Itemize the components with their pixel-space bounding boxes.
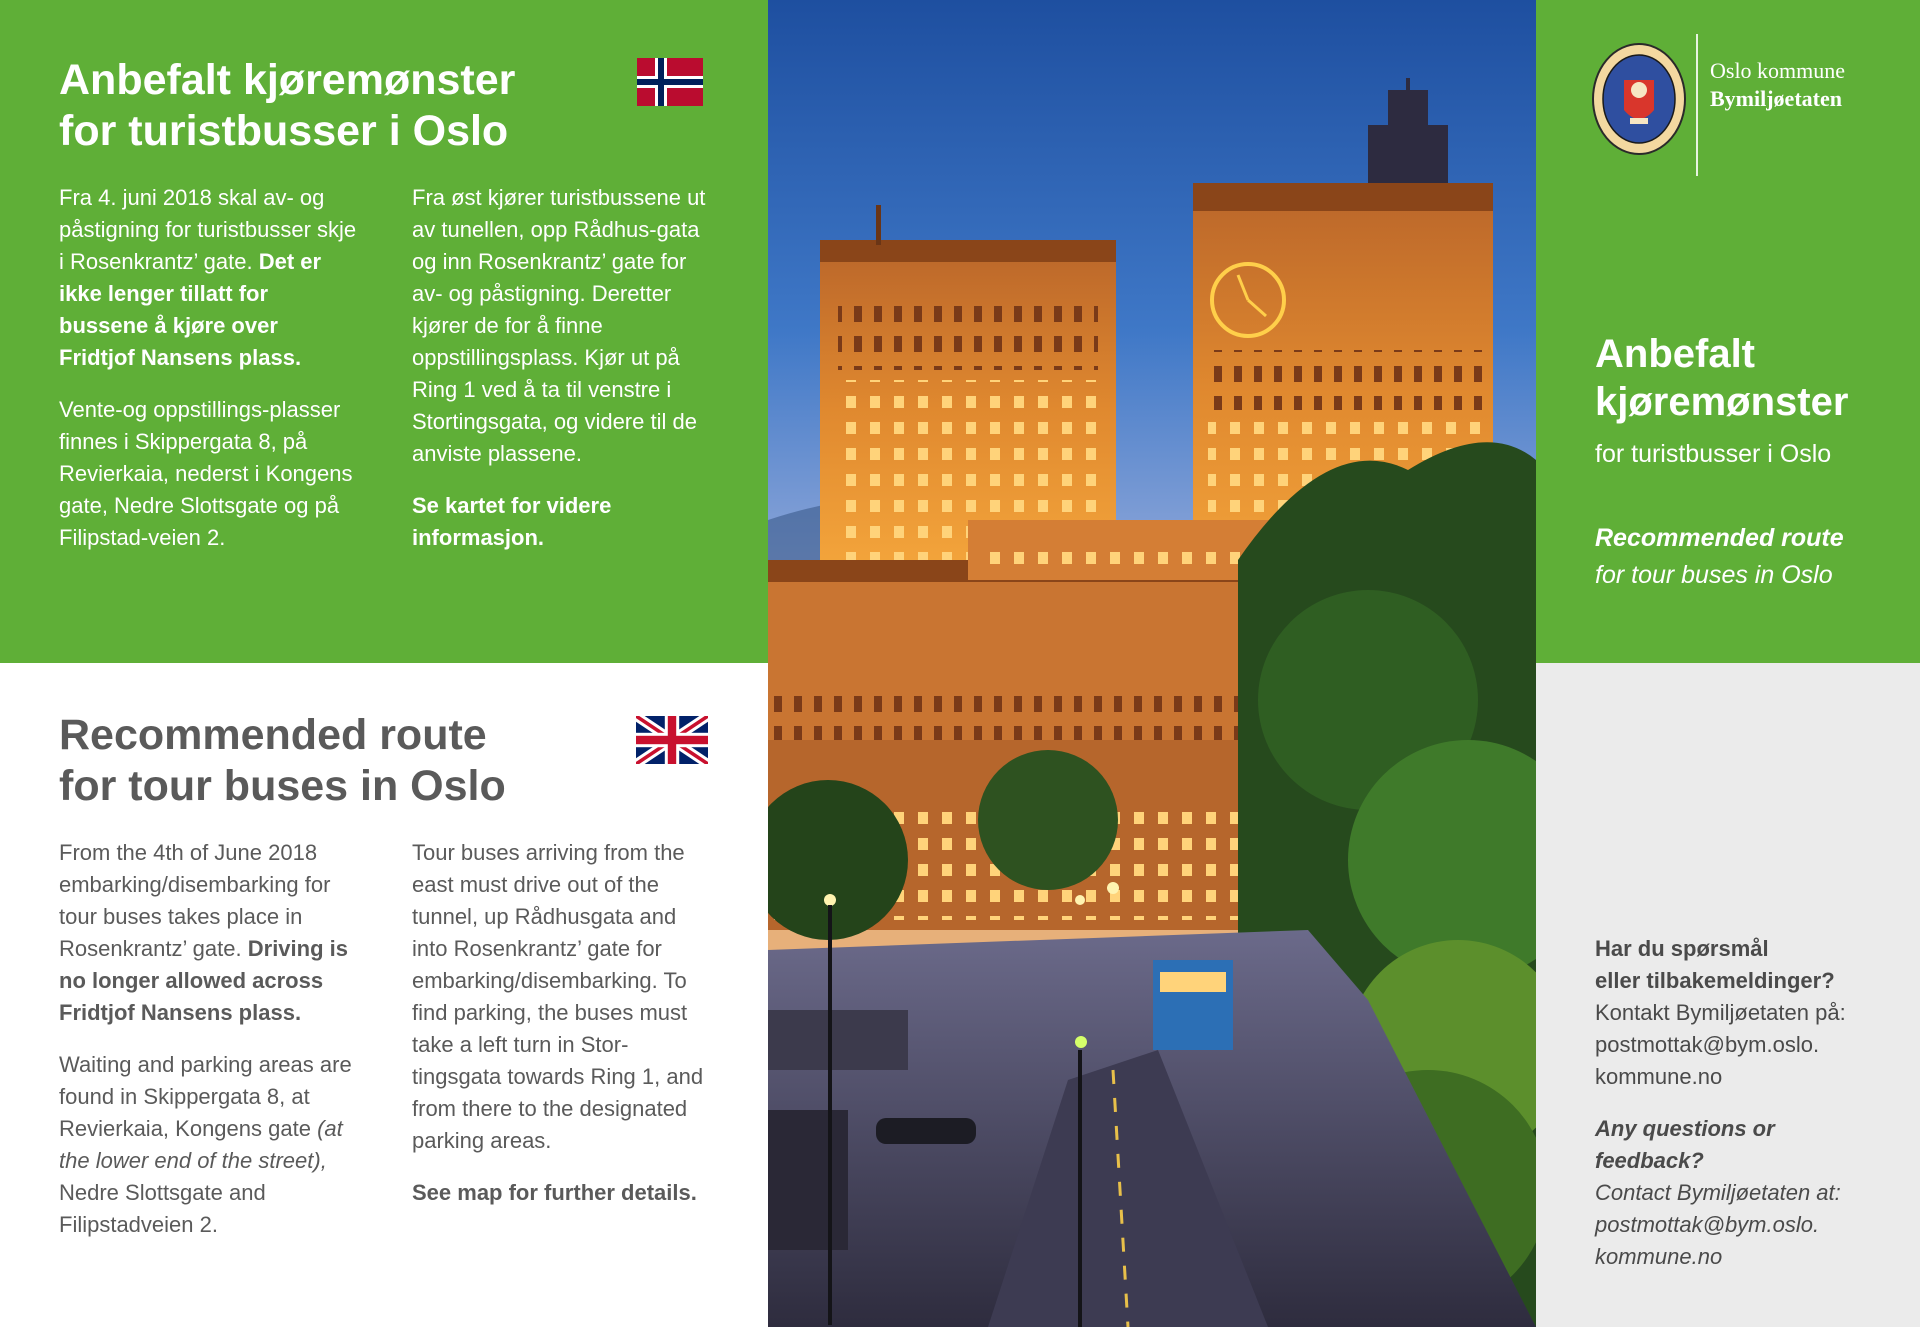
norway-flag-icon bbox=[634, 58, 706, 106]
cover-subtitle: for turistbusser i Oslo bbox=[1595, 440, 1832, 468]
english-column-1: From the 4th of June 2018 embarking/disembarking for tour buses takes place in Rosenkrantz’ gate. Driving is no longer allowed across Fridtjof Nansens plass. Waiting and parking areas are found in Skippergata 8, at Revierkaia, Kongens gate (at the lower end of the street), Nedre Slottsgate and Filipstadveien 2. bbox=[59, 837, 369, 1261]
norwegian-title: Anbefalt kjøremønster for turistbusser i Oslo bbox=[59, 56, 516, 155]
contact-panel bbox=[1536, 663, 1920, 1327]
cover-panel bbox=[1536, 0, 1920, 663]
contact-english: Any questions or feedback? Contact Bymiljøetaten at: postmottak@bym.oslo. kommune.no bbox=[1595, 1116, 1841, 1269]
contact-email-en[interactable]: postmottak@bym.oslo. bbox=[1595, 1212, 1820, 1237]
city-hall-photo bbox=[768, 0, 1536, 1327]
cover-english-title: Recommended route for tour buses in Oslo bbox=[1595, 524, 1844, 589]
norwegian-column-1: Fra 4. juni 2018 skal av- og påstigning for turistbusser skje i Rosenkrantz’ gate. Det er ikke lenger tillatt for bussene å kjøre over Fridtjof Nansens plass. Vente-og oppstillings-plasser finnes i Skippergata 8, på Revierkaia, nederst i Kongens gate, Nedre Slottsgate og på Filipstad-veien 2. bbox=[59, 182, 359, 574]
english-title: Recommended route for tour buses in Oslo bbox=[59, 711, 506, 810]
org-name: Oslo kommune Bymiljøetaten bbox=[1710, 58, 1846, 111]
oslo-coat-of-arms-icon bbox=[1590, 40, 1688, 158]
city-hall-illustration bbox=[768, 0, 1536, 1327]
cover-title: Anbefalt kjøremønster bbox=[1595, 332, 1849, 424]
english-column-2: Tour buses arriving from the east must drive out of the tunnel, up Rådhusgata and into Rosenkrantz’ gate for embarking/disembarking. To find parking, the buses must take a left turn in Stor-tingsgata towards Ring 1, and from there to the designated parking areas. See map for further details. bbox=[412, 840, 704, 1205]
norwegian-column-2: Fra øst kjører turistbussene ut av tunellen, opp Rådhus-gata og inn Rosenkrantz’ gate for av- og påstigning. Deretter kjører de for å finne oppstillingsplass. Kjør ut på Ring 1 ved å ta til venstre i Stortingsgata, og videre til de anviste plassene. Se kartet for videre informasjon. bbox=[412, 185, 706, 550]
uk-flag-icon bbox=[636, 716, 708, 764]
norwegian-panel bbox=[0, 0, 768, 663]
norwegian-parking-text: Vente-og oppstillings-plasser finnes i Skippergata 8, på Revierkaia, nederst i Kongens gate, Nedre Slottsgate og på Filipstad-veien 2. bbox=[59, 397, 353, 550]
contact-norwegian: Har du spørsmål eller tilbakemeldinger? Kontakt Bymiljøetaten på: postmottak@bym.oslo. kommune.no bbox=[1595, 936, 1846, 1089]
contact-email-no[interactable]: postmottak@bym.oslo. bbox=[1595, 1032, 1820, 1057]
english-parking-text: Waiting and parking areas are found in Skippergata 8, at Revierkaia, Kongens gate (at the lower end of the street), Nedre Slottsgate and Filipstadveien 2. bbox=[59, 1052, 352, 1237]
org-divider bbox=[1696, 34, 1698, 176]
english-panel bbox=[0, 663, 768, 1327]
